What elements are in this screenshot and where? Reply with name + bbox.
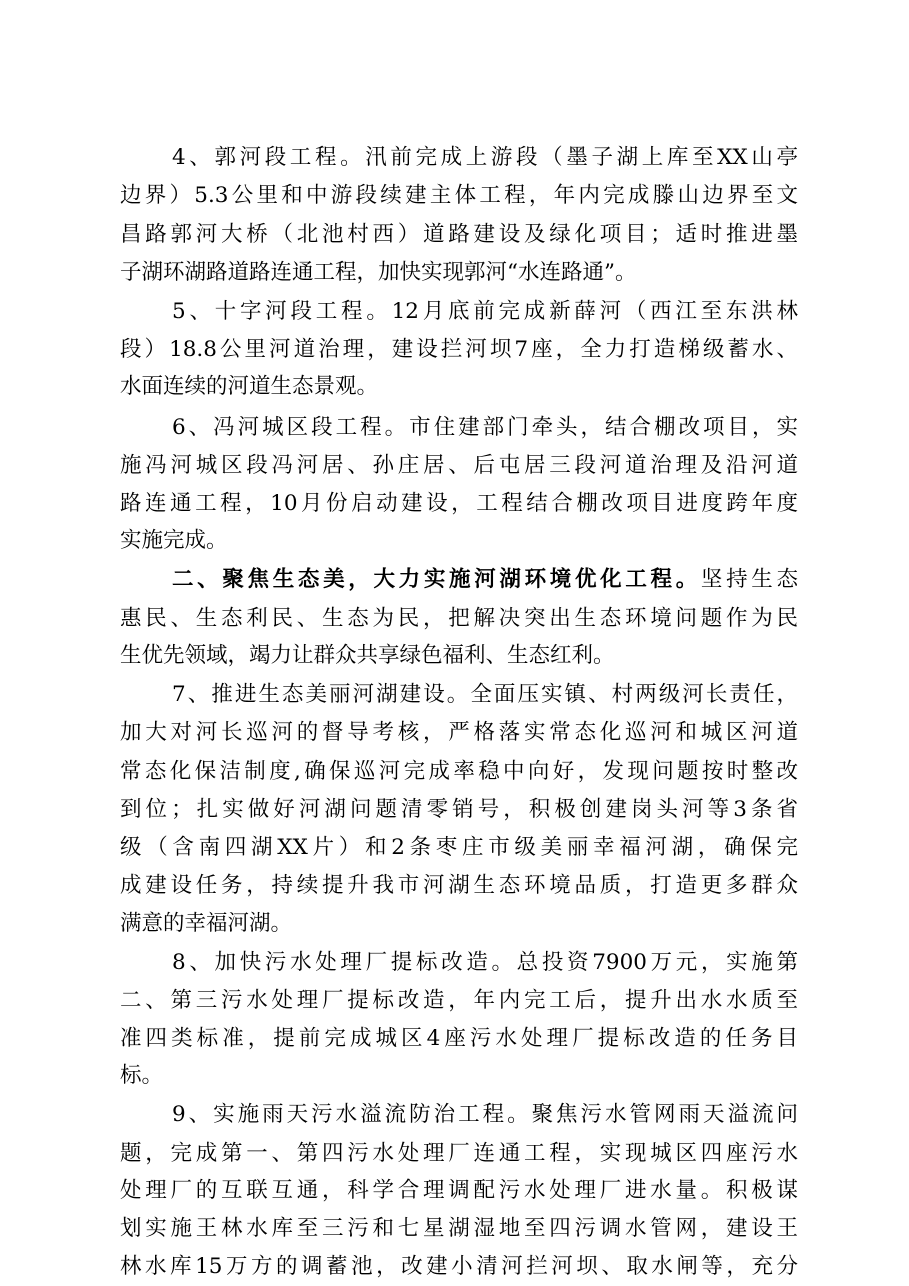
- paragraph-line: 施冯河城区段冯河居、孙庄居、后屯居三段河道治理及沿河道: [120, 453, 798, 478]
- paragraph-line: 标。: [120, 1063, 164, 1088]
- paragraph-line: 准四类标准，提前完成城区4座污水处理厂提标改造的任务目: [120, 1026, 798, 1051]
- paragraph-line: 二、第三污水处理厂提标改造，年内完工后，提升出水水质至: [120, 988, 798, 1013]
- paragraph-line: 满意的幸福河湖。: [120, 911, 293, 936]
- paragraph-line: 题，完成第一、第四污水处理厂连通工程，实现城区四座污水: [120, 1141, 798, 1166]
- paragraph-line: 昌路郭河大桥（北池村西）道路建设及绿化项目；适时推进墨: [120, 222, 798, 247]
- paragraph-line: 处理厂的互联互通，科学合理调配污水处理厂进水量。积极谋: [120, 1178, 798, 1203]
- paragraph-line: 段）18.8公里河道治理，建设拦河坝7座，全力打造梯级蓄水、: [120, 337, 798, 362]
- paragraph-line: 路连通工程，10月份启动建设，工程结合棚改项目进度跨年度: [120, 491, 798, 516]
- section-heading-continuation: 坚持生态: [700, 567, 798, 592]
- paragraph-first-line: 5、十字河段工程。12月底前完成新薛河（西江至东洪林: [172, 299, 798, 324]
- paragraph-line: 林水库15万方的调蓄池，改建小清河拦河坝、取水闸等，充分: [120, 1254, 798, 1279]
- paragraph-line: 子湖环湖路道路连通工程，加快实现郭河“水连路通”。: [120, 260, 637, 285]
- paragraph-line: 到位；扎实做好河湖问题清零销号，积极创建岗头河等3条省: [120, 797, 798, 822]
- paragraph-first-line: [172, 562, 798, 598]
- paragraph-first-line: 7、推进生态美丽河湖建设。全面压实镇、村两级河长责任，: [172, 682, 798, 707]
- paragraph-line: 惠民、生态利民、生态为民，把解决突出生态环境问题作为民: [120, 606, 798, 631]
- paragraph-line: 划实施王林水库至三污和七星湖湿地至四污调水管网，建设王: [120, 1216, 798, 1241]
- paragraph-line: 成建设任务，持续提升我市河湖生态环境品质，打造更多群众: [120, 873, 798, 898]
- paragraph-first-line: 8、加快污水处理厂提标改造。总投资7900万元，实施第: [172, 950, 798, 975]
- paragraph-line: 生优先领域，竭力让群众共享绿色福利、生态红利。: [120, 643, 615, 668]
- paragraph-line: 加大对河长巡河的督导考核，严格落实常态化巡河和城区河道: [120, 720, 798, 745]
- paragraph-line: 级（含南四湖XX片）和2条枣庄市级美丽幸福河湖，确保完: [120, 835, 798, 860]
- paragraph-line: 水面连续的河道生态景观。: [120, 374, 379, 399]
- paragraph-line: 常态化保洁制度,确保巡河完成率稳中向好，发现问题按时整改: [120, 759, 798, 784]
- paragraph-first-line: 9、实施雨天污水溢流防治工程。聚焦污水管网雨天溢流问: [172, 1102, 798, 1127]
- paragraph-line: 边界）5.3公里和中游段续建主体工程，年内完成滕山边界至文: [120, 183, 798, 208]
- paragraph-first-line: 4、郭河段工程。汛前完成上游段（墨子湖上库至XX山亭: [172, 145, 798, 170]
- section-heading: 二、聚焦生态美，大力实施河湖环境优化工程。: [172, 567, 701, 592]
- paragraph-line: 实施完成。: [120, 528, 228, 553]
- paragraph-first-line: 6、冯河城区段工程。市住建部门牵头，结合棚改项目，实: [172, 415, 798, 440]
